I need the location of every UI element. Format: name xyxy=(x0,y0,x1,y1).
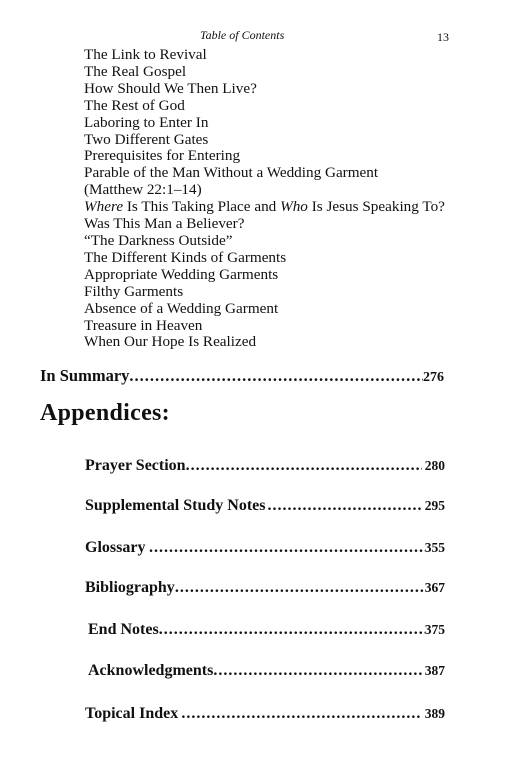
toc-entry-page: 375 xyxy=(424,622,445,637)
running-header xyxy=(0,28,505,44)
toc-entry-glossary[interactable] xyxy=(85,539,445,557)
subtopic-item xyxy=(84,199,494,216)
subtopic-item: Appropriate Wedding Garments xyxy=(84,265,279,283)
toc-entry-supplemental-study-notes[interactable] xyxy=(85,497,445,515)
leader-dots xyxy=(268,497,423,515)
toc-entry-acknowledgments[interactable] xyxy=(88,662,445,680)
subtopic-item: The Different Kinds of Garments xyxy=(84,248,287,266)
subtopic-item: The Rest of God xyxy=(84,96,185,114)
subtopic-item: “The Darkness Outside” xyxy=(84,231,233,249)
subtopic-text: Is Jesus Speaking To? xyxy=(307,198,445,216)
page-number: 13 xyxy=(437,30,449,44)
appendices-heading: Appendices: xyxy=(40,400,170,426)
leader-dots xyxy=(181,705,421,723)
running-title: Table of Contents xyxy=(200,28,285,42)
toc-entry-label: Prayer Section xyxy=(85,457,186,474)
toc-entry-page: 276 xyxy=(423,370,444,385)
toc-entry-label: In Summary xyxy=(40,366,130,385)
subtopic-item: Parable of the Man Without a Wedding Garment xyxy=(84,164,379,182)
toc-entry-page: 389 xyxy=(424,706,445,721)
subtopic-list xyxy=(84,47,494,351)
subtopic-item: Absence of a Wedding Garment xyxy=(84,299,279,317)
leader-dots xyxy=(175,579,425,597)
subtopic-item: Two Different Gates xyxy=(84,130,209,148)
toc-entry-label: Acknowledgments xyxy=(88,662,214,679)
toc-entry-prayer-section[interactable] xyxy=(85,457,445,475)
toc-entry-page: 355 xyxy=(424,540,445,555)
toc-entry-label: Supplemental Study Notes xyxy=(85,497,266,514)
leader-dots xyxy=(186,457,422,475)
leader-dots xyxy=(159,621,425,639)
toc-entry-label: Topical Index xyxy=(85,705,179,722)
toc-entry-page: 295 xyxy=(424,498,445,513)
subtopic-item: How Should We Then Live? xyxy=(84,79,257,97)
subtopic-item: Filthy Garments xyxy=(84,282,184,300)
subtopic-item: The Link to Revival xyxy=(84,46,207,63)
subtopic-item: The Real Gospel xyxy=(84,62,187,80)
subtopic-text: Is This Taking Place and xyxy=(123,198,281,216)
toc-entry-bibliography[interactable] xyxy=(85,579,445,597)
toc-entry-page: 367 xyxy=(424,580,445,595)
subtopic-item: Treasure in Heaven xyxy=(84,316,203,334)
toc-entry-in-summary[interactable] xyxy=(40,366,444,386)
toc-entry-page: 387 xyxy=(424,663,445,678)
toc-entry-topical-index[interactable] xyxy=(85,705,445,723)
subtopic-emphasis: Who xyxy=(280,198,308,216)
subtopic-item: Prerequisites for Entering xyxy=(84,147,241,165)
leader-dots xyxy=(129,366,423,386)
subtopic-item: (Matthew 22:1–14) xyxy=(84,181,202,199)
toc-entry-page: 280 xyxy=(424,458,445,473)
leader-dots xyxy=(213,662,422,680)
toc-entry-label: End Notes xyxy=(88,621,159,638)
leader-dots xyxy=(149,539,425,557)
subtopic-item: When Our Hope Is Realized xyxy=(84,333,257,351)
toc-entry-label: Bibliography xyxy=(85,579,175,596)
toc-entry-label: Glossary xyxy=(85,539,146,556)
toc-entry-end-notes[interactable] xyxy=(88,621,445,639)
subtopic-item: Laboring to Enter In xyxy=(84,113,209,131)
subtopic-emphasis: Where xyxy=(84,198,124,216)
subtopic-item: Was This Man a Believer? xyxy=(84,215,245,233)
